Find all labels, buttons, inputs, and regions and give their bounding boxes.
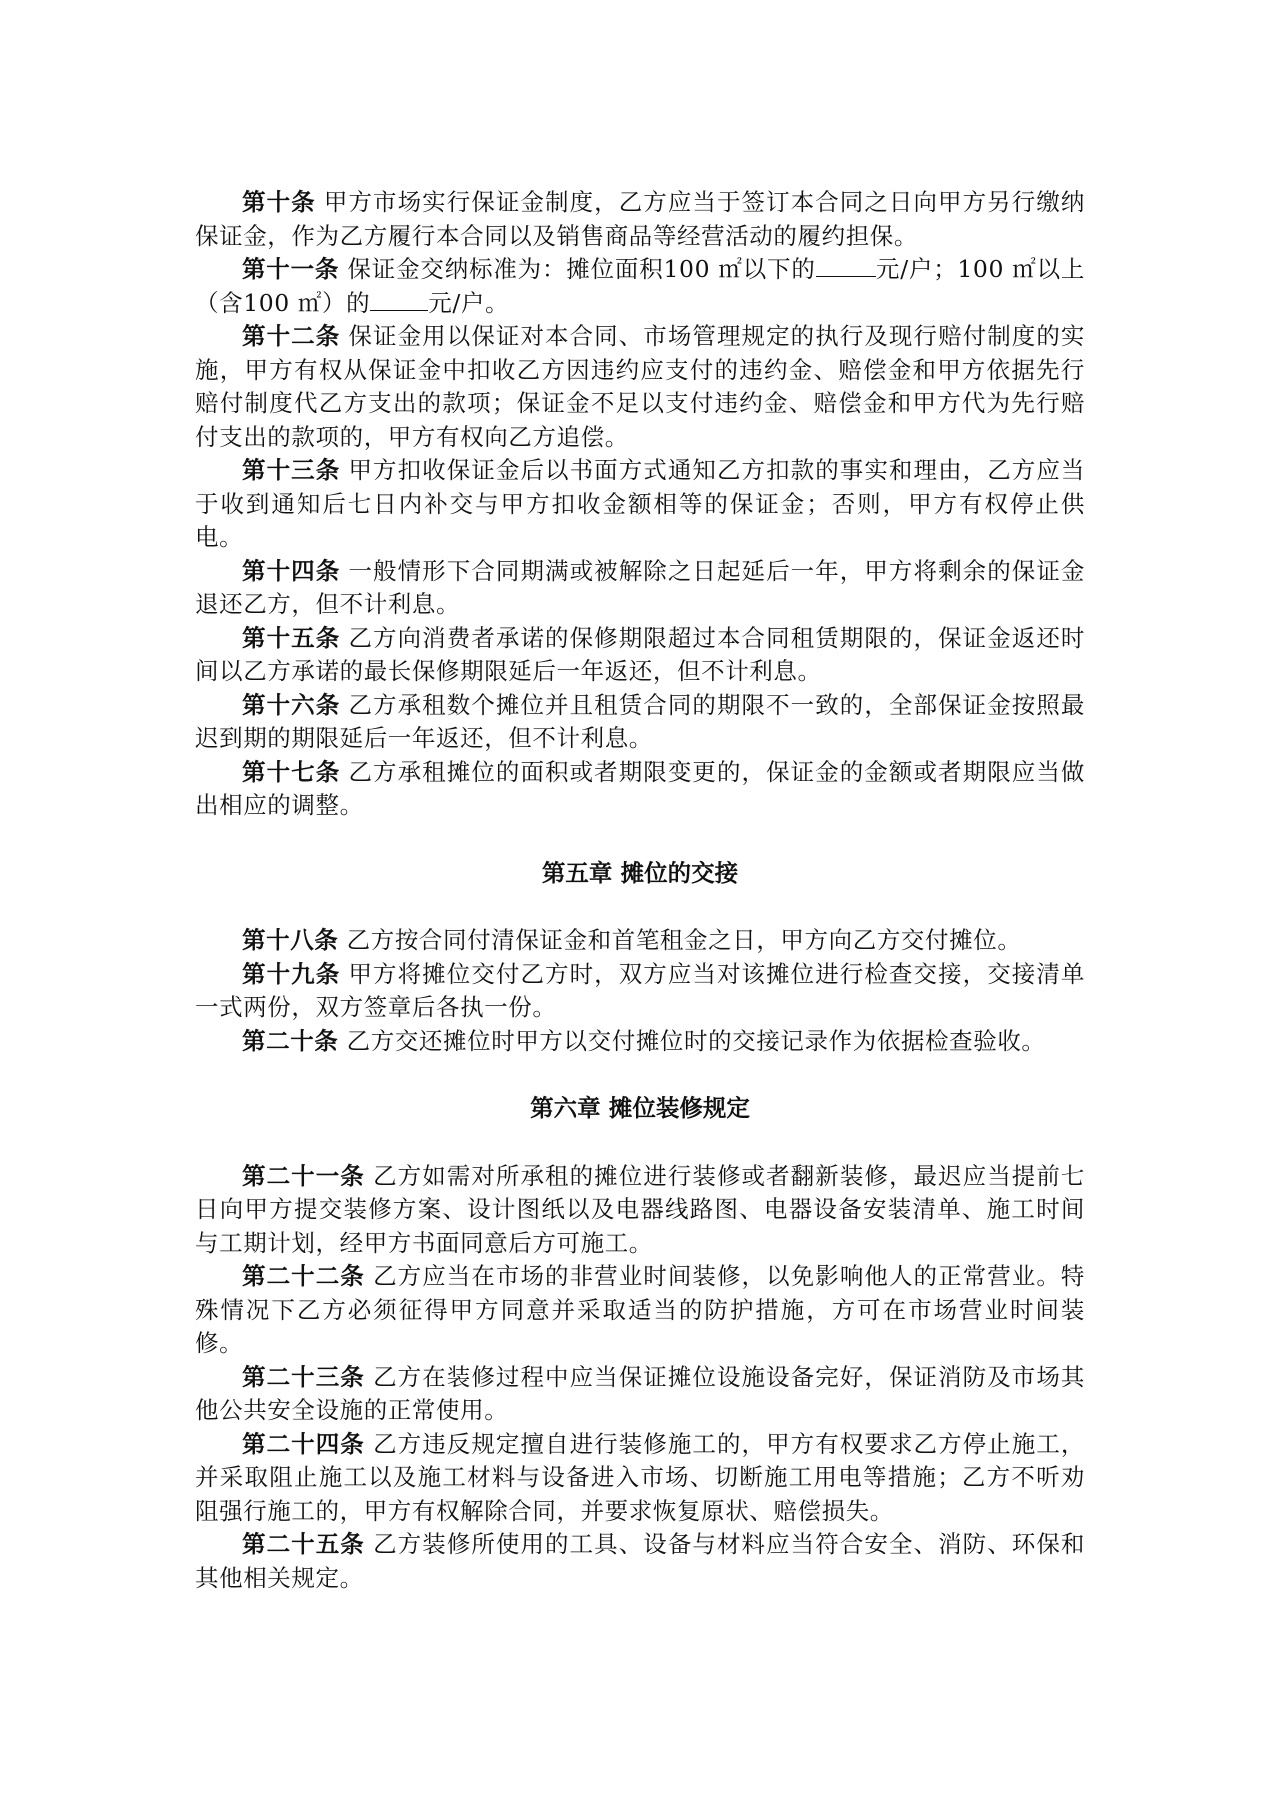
article-10 (195, 186, 1085, 253)
article-text: 保证金交纳标准为：摊位面积100 ㎡以下的 (347, 255, 816, 283)
article-text: 乙方在装修过程中应当保证摊位设施设备完好，保证消防及市场其他公共安全设施的正常使用。 (195, 1362, 1086, 1424)
article-14 (195, 555, 1085, 622)
article-21 (195, 1160, 1085, 1261)
article-label: 第二十条 (242, 1026, 339, 1055)
article-label: 第十五条 (242, 623, 341, 652)
article-label: 第二十三条 (242, 1362, 365, 1391)
article-label: 第十六条 (242, 690, 341, 719)
article-text: 甲方将摊位交付乙方时，双方应当对该摊位进行检查交接，交接清单一式两份，双方签章后各执一份。 (195, 959, 1085, 1021)
article-19 (195, 958, 1085, 1025)
article-label: 第十九条 (242, 959, 341, 988)
article-label: 第十四条 (242, 556, 341, 585)
article-13 (195, 454, 1085, 555)
article-24 (195, 1428, 1085, 1529)
article-text: 乙方向消费者承诺的保修期限超过本合同租赁期限的，保证金返还时间以乙方承诺的最长保修期限延后一年返还，但不计利息。 (195, 623, 1085, 685)
article-text: 乙方交还摊位时甲方以交付摊位时的交接记录作为依据检查验收。 (346, 1026, 1046, 1055)
chapter-5-title: 第五章 摊位的交接 (541, 858, 739, 887)
article-label: 第十二条 (242, 322, 341, 350)
article-text: 保证金用以保证对本合同、市场管理规定的执行及现行赔付制度的实施，甲方有权从保证金中扣收乙方因违约应支付的违约金、赔偿金和甲方依据先行赔付制度代乙方支出的款项；保证金不足以支付违约金、赔偿金和甲方代为先行赔付支出的款项的，甲方有权向乙方追偿。 (195, 322, 1085, 451)
article-text: 甲方市场实行保证金制度，乙方应当于签订本合同之日向甲方另行缴纳保证金，作为乙方履行本合同以及销售商品等经营活动的履约担保。 (195, 188, 1085, 250)
article-16 (195, 689, 1085, 756)
article-text: 乙方按合同付清保证金和首笔租金之日，甲方向乙方交付摊位。 (346, 926, 1022, 954)
article-20 (195, 1025, 1085, 1059)
article-text: 元/户。 (428, 288, 510, 317)
article-label: 第二十五条 (242, 1530, 365, 1558)
article-text: 乙方装修所使用的工具、设备与材料应当符合安全、消防、环保和其他相关规定。 (195, 1530, 1086, 1592)
fill-in-blank (370, 288, 428, 311)
article-11 (195, 253, 1085, 320)
article-label: 第二十四条 (242, 1429, 365, 1458)
article-text: 甲方扣收保证金后以书面方式通知乙方扣款的事实和理由，乙方应当于收到通知后七日内补交与甲方扣收金额相等的保证金；否则，甲方有权停止供电。 (195, 456, 1085, 551)
article-text: 一般情形下合同期满或被解除之日起延后一年，甲方将剩余的保证金退还乙方，但不计利息。 (195, 556, 1085, 618)
article-label: 第十一条 (242, 255, 340, 283)
article-label: 第十三条 (242, 456, 341, 484)
article-22 (195, 1260, 1085, 1361)
article-23 (195, 1361, 1085, 1428)
article-label: 第十条 (242, 188, 316, 216)
article-12 (195, 320, 1085, 454)
fill-in-blank (816, 254, 876, 277)
article-label: 第十八条 (242, 926, 339, 954)
article-17 (195, 756, 1085, 823)
article-label: 第二十二条 (242, 1262, 365, 1290)
article-label: 第二十一条 (242, 1161, 365, 1190)
chapter-6-title: 第六章 摊位装修规定 (530, 1094, 750, 1122)
article-18 (195, 924, 1085, 958)
article-text: 乙方承租摊位的面积或者期限变更的，保证金的金额或者期限应当做出相应的调整。 (195, 757, 1085, 819)
article-text: 乙方如需对所承租的摊位进行装修或者翻新装修，最迟应当提前七日向甲方提交装修方案、设计图纸以及电器线路图、电器设备安装清单、施工时间与工期计划，经甲方书面同意后方可施工。 (195, 1161, 1086, 1257)
article-text: 乙方应当在市场的非营业时间装修，以免影响他人的正常营业。特殊情况下乙方必须征得甲方同意并采取适当的防护措施，方可在市场营业时间装修。 (195, 1262, 1086, 1357)
article-15 (195, 622, 1085, 689)
article-text: 乙方违反规定擅自进行装修施工的，甲方有权要求乙方停止施工，并采取阻止施工以及施工材料与设备进入市场、切断施工用电等措施；乙方不听劝阻强行施工的，甲方有权解除合同，并要求恢复原状、赔偿损失。 (195, 1429, 1086, 1525)
article-25 (195, 1528, 1085, 1595)
document-page (195, 186, 1085, 1595)
article-text: 元/户；100 ㎡以上（含100 ㎡）的 (195, 255, 1085, 317)
article-label: 第十七条 (242, 757, 341, 786)
article-text: 乙方承租数个摊位并且租赁合同的期限不一致的，全部保证金按照最迟到期的期限延后一年返还，但不计利息。 (195, 690, 1085, 752)
